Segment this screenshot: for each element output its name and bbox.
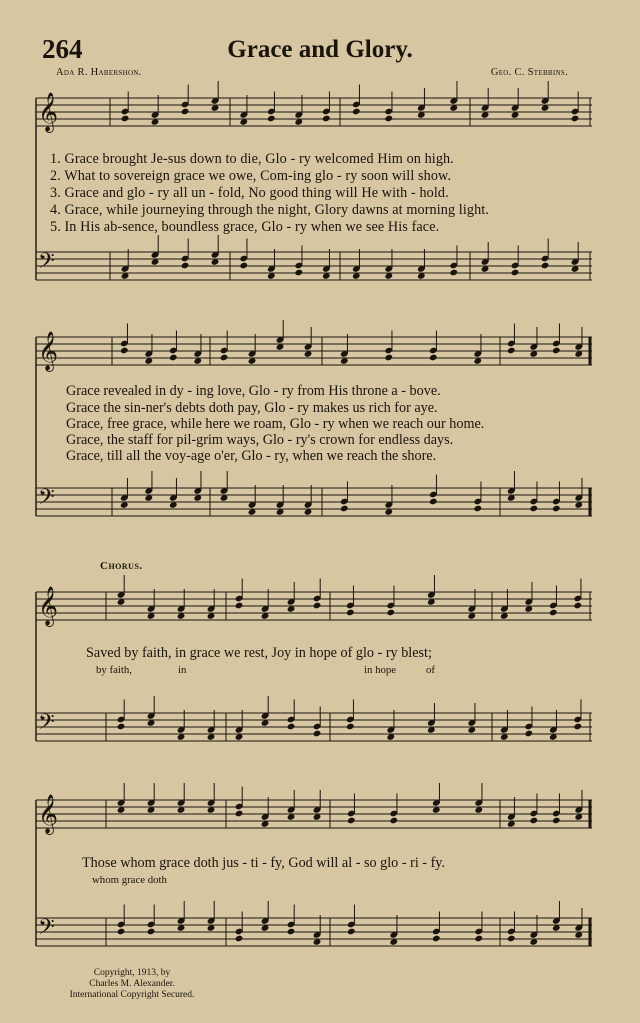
copyright-line-3: International Copyright Secured. (69, 990, 195, 1000)
chorus-label: Chorus. (100, 560, 143, 572)
hymn-number: 264 (42, 34, 83, 64)
chorus-echo-of: of (426, 664, 435, 676)
chorus-echo-in: in (178, 664, 187, 676)
composer-credit: Geo. C. Stebbins. (490, 67, 568, 78)
copyright-notice (52, 968, 212, 1001)
author-credit: Ada R. Habershon. (56, 67, 142, 78)
svg-text:𝄢: 𝄢 (38, 710, 55, 740)
verse-5-line-2: Grace, till all the voy-age o'er, Glo - ry, when we reach the shore. (66, 448, 437, 464)
verse-1-line-2: Grace revealed in dy - ing love, Glo - ry from His throne a - bove. (66, 383, 441, 399)
verse-2-line-1: 2. What to sovereign grace we owe, Com-ing glo - ry soon will show. (50, 168, 452, 184)
verse-3-line-2: Grace, free grace, while here we roam, Glo - ry when we reach our home. (66, 416, 485, 432)
hymn-title: Grace and Glory. (227, 36, 413, 63)
svg-text:𝄞: 𝄞 (38, 92, 59, 132)
svg-text:𝄢: 𝄢 (38, 249, 55, 279)
chorus-echo-in-hope: in hope (364, 664, 397, 676)
svg-text:𝄞: 𝄞 (38, 586, 59, 626)
verse-4-line-1: 4. Grace, while journeying through the night, Glory dawns at morning light. (50, 202, 489, 218)
chorus-echo-by-faith: by faith, (96, 664, 132, 676)
chorus-echo-whom-grace-doth: whom grace doth (92, 874, 167, 886)
copyright-line-2: Charles M. Alexander. (89, 979, 175, 989)
verse-1-line-1: 1. Grace brought Je-sus down to die, Glo - ry welcomed Him on high. (50, 151, 454, 167)
verse-2-line-2: Grace the sin-ner's debts doth pay, Glo - ry makes us rich for aye. (66, 400, 438, 416)
svg-text:𝄞: 𝄞 (38, 331, 59, 371)
svg-text:𝄢: 𝄢 (38, 915, 55, 945)
chorus-line-2: Those whom grace doth jus - ti - fy, God will al - so glo - ri - fy. (82, 855, 446, 871)
svg-text:𝄢: 𝄢 (38, 485, 55, 515)
svg-text:𝄞: 𝄞 (38, 794, 59, 834)
copyright-line-1: Copyright, 1913, by (93, 968, 171, 978)
verse-4-line-2: Grace, the staff for pil-grim ways, Glo - ry's crown for endless days. (66, 432, 454, 448)
chorus-line-1: Saved by faith, in grace we rest, Joy in hope of glo - ry blest; (86, 645, 432, 661)
verse-5-line-1: 5. In His ab-sence, boundless grace, Glo - ry when we see His face. (50, 219, 440, 235)
verse-3-line-1: 3. Grace and glo - ry all un - fold, No good thing will He with - hold. (50, 185, 449, 201)
